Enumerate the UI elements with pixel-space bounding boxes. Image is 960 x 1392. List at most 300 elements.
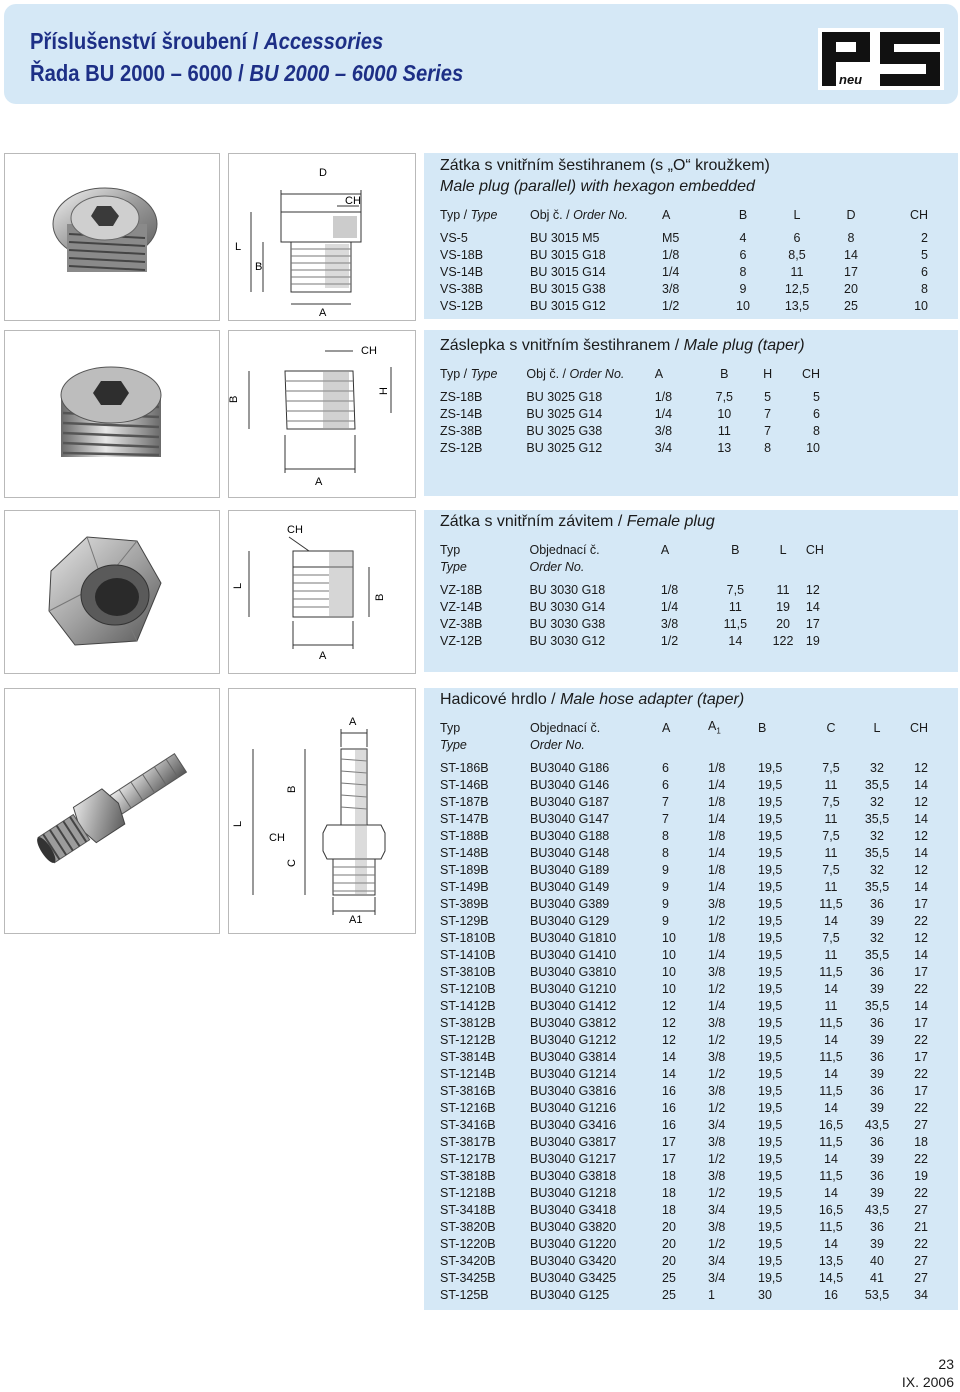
svg-text:B: B [229, 395, 240, 403]
cell-a1: 1/2 [708, 1032, 726, 1047]
cell-c: 11 [824, 947, 838, 962]
page-number: 23 [938, 1356, 954, 1372]
cell-a: 7 [662, 794, 669, 809]
col-type: Typ [440, 542, 461, 557]
cell-a: 6 [662, 777, 669, 792]
cell-type: ZS-14B [440, 406, 483, 421]
table-row [440, 1150, 928, 1167]
cell-a1: 3/8 [708, 896, 726, 911]
table-row [440, 912, 928, 929]
page-title-line1: Příslušenství šroubení / Accessories [30, 28, 384, 54]
cell-order: BU3040 G3810 [530, 964, 617, 979]
svg-text:L: L [232, 820, 244, 827]
col-order-en: Order No. [530, 737, 585, 752]
cell-l: 32 [870, 828, 884, 843]
cell-d: 20 [844, 281, 858, 296]
cell-ch: 8 [813, 423, 820, 438]
cell-l: 35,5 [864, 947, 890, 962]
vs-title-cz: Zátka s vnitřním šestihranem (s „O“ kroužkem) [440, 157, 770, 174]
cell-b: 19,5 [758, 1134, 783, 1149]
cell-ch: 12 [914, 760, 928, 775]
cell-a: 6 [662, 760, 669, 775]
table-header-row [440, 365, 820, 382]
cell-type: ST-188B [440, 828, 489, 843]
cell-order: BU 3015 G38 [530, 281, 606, 296]
cell-type: ST-1212B [440, 1032, 496, 1047]
cell-a1: 3/8 [708, 1219, 726, 1234]
cell-type: ST-1217B [440, 1151, 496, 1166]
cell-ch: 6 [921, 264, 928, 279]
cell-b: 14 [728, 633, 743, 648]
cell-a1: 1/4 [708, 777, 726, 792]
cell-ch: 22 [914, 1066, 928, 1081]
cell-b: 19,5 [758, 879, 783, 894]
cell-l: 20 [776, 616, 790, 631]
cell-h: 7 [764, 406, 772, 421]
vz-drawing [228, 510, 416, 674]
cell-order: BU3040 G3425 [530, 1270, 617, 1285]
cell-type: VS-12B [440, 298, 484, 313]
cell-c: 11 [824, 998, 838, 1013]
cell-ch: 19 [805, 633, 820, 648]
cell-c: 11,5 [819, 1134, 843, 1149]
cell-c: 14 [824, 1066, 838, 1081]
cell-ch: 27 [914, 1270, 928, 1285]
cell-c: 11 [824, 777, 838, 792]
cell-ch: 17 [914, 896, 928, 911]
svg-text:D: D [319, 167, 327, 179]
cell-a1: 3/4 [708, 1253, 726, 1268]
cell-order: BU3040 G3818 [530, 1168, 617, 1183]
cell-h: 5 [764, 389, 772, 404]
col-b: B [720, 366, 729, 381]
cell-a: 3/4 [654, 440, 673, 455]
st-table [440, 719, 928, 1303]
cell-c: 14 [824, 1032, 838, 1047]
table-row [440, 776, 928, 793]
cell-d: 17 [844, 264, 858, 279]
cell-l: 36 [870, 1083, 884, 1098]
cell-c: 7,5 [822, 862, 840, 877]
cell-b: 7,5 [726, 582, 745, 597]
cell-order: BU 3015 M5 [530, 230, 600, 245]
vs-section [424, 153, 958, 319]
cell-ch: 22 [914, 913, 928, 928]
cell-ch: 21 [914, 1219, 928, 1234]
table-row [440, 422, 820, 439]
cell-a1: 1/4 [708, 998, 726, 1013]
cell-c: 14 [824, 1236, 838, 1251]
cell-c: 14,5 [818, 1270, 844, 1285]
cell-b: 19,5 [758, 981, 783, 996]
table-row [440, 1048, 928, 1065]
cell-type: ST-1220B [440, 1236, 496, 1251]
cell-order: BU 3030 G38 [529, 616, 606, 631]
table-row [440, 1235, 928, 1252]
cell-a: 17 [662, 1151, 676, 1166]
cell-b: 19,5 [758, 845, 783, 860]
cell-a1: 3/8 [708, 1049, 726, 1064]
cell-c: 11,5 [819, 964, 843, 979]
cell-a: 18 [662, 1168, 676, 1183]
cell-c: 11,5 [819, 1049, 843, 1064]
cell-order: BU 3030 G12 [529, 633, 606, 648]
cell-a1: 1/2 [708, 1066, 726, 1081]
table-row [440, 1252, 928, 1269]
cell-b: 19,5 [758, 1117, 783, 1132]
cell-type: ST-1214B [440, 1066, 496, 1081]
svg-text:C: C [286, 859, 298, 867]
cell-type: ST-3816B [440, 1083, 496, 1098]
cell-l: 36 [870, 1049, 884, 1064]
cell-a1: 1/2 [708, 1185, 726, 1200]
table-row [440, 1099, 928, 1116]
cell-ch: 12 [914, 862, 928, 877]
cell-a: 12 [662, 1032, 676, 1047]
cell-l: 36 [870, 896, 884, 911]
table-row [440, 1286, 928, 1303]
vs-product-photo [4, 153, 220, 321]
cell-l: 35,5 [864, 879, 890, 894]
page-date: IX. 2006 [901, 1374, 954, 1390]
cell-a: 14 [662, 1049, 676, 1064]
cell-order: BU3040 G3418 [530, 1202, 617, 1217]
cell-a: 1/8 [654, 389, 673, 404]
table-row [440, 844, 928, 861]
vs-table [440, 206, 928, 314]
cell-type: ST-125B [440, 1287, 489, 1302]
cell-c: 14 [824, 981, 838, 996]
cell-type: ST-1210B [440, 981, 496, 996]
cell-order: BU3040 G1410 [530, 947, 617, 962]
st-product-photo [4, 688, 220, 934]
col-ch: CH [909, 207, 928, 222]
cell-l: 36 [870, 964, 884, 979]
cell-a: 12 [662, 1015, 676, 1030]
col-b: B [731, 542, 740, 557]
table-row [440, 1014, 928, 1031]
cell-b: 19,5 [758, 1185, 783, 1200]
vz-section [424, 510, 958, 672]
table-row [440, 1031, 928, 1048]
vz-table [440, 541, 824, 649]
cell-order: BU3040 G3820 [530, 1219, 617, 1234]
table-row [440, 388, 820, 405]
cell-l: 11 [776, 582, 790, 597]
table-row [440, 439, 820, 456]
table-row [440, 827, 928, 844]
table-row [440, 1065, 928, 1082]
cell-a: 16 [662, 1117, 676, 1132]
cell-a: 25 [662, 1287, 676, 1302]
cell-a1: 1/8 [708, 930, 726, 945]
cell-type: ST-3818B [440, 1168, 496, 1183]
cell-type: ST-1410B [440, 947, 496, 962]
cell-ch: 6 [813, 406, 820, 421]
cell-type: ZS-12B [440, 440, 483, 455]
cell-b: 10 [717, 406, 732, 421]
col-type: Typ / Type [440, 207, 498, 222]
cell-l: 13,5 [784, 298, 810, 313]
cell-c: 11 [824, 845, 838, 860]
cell-a: 9 [662, 879, 669, 894]
cell-type: VS-14B [440, 264, 484, 279]
vz-title: Zátka s vnitřním závitem / Female plug [440, 513, 715, 530]
svg-text:A: A [319, 650, 327, 662]
table-header-row-en [440, 558, 824, 575]
cell-b: 19,5 [758, 896, 783, 911]
cell-a: 1/8 [660, 582, 679, 597]
table-header-row [440, 206, 928, 223]
cell-b: 19,5 [758, 1253, 783, 1268]
cell-order: BU3040 G189 [530, 862, 610, 877]
cell-ch: 22 [914, 1236, 928, 1251]
table-row [440, 1218, 928, 1235]
cell-order: BU3040 G1218 [530, 1185, 617, 1200]
cell-a1: 1/2 [708, 981, 726, 996]
cell-type: VZ-38B [440, 616, 483, 631]
cell-type: ST-186B [440, 760, 489, 775]
cell-type: VS-5 [440, 230, 468, 245]
cell-order: BU3040 G129 [530, 913, 610, 928]
cell-type: VZ-12B [440, 633, 483, 648]
cell-l: 32 [870, 794, 884, 809]
cell-c: 11,5 [819, 1015, 843, 1030]
cell-a1: 3/8 [708, 1015, 726, 1030]
cell-ch: 14 [914, 845, 928, 860]
cell-c: 16 [824, 1287, 838, 1302]
cell-type: ST-1218B [440, 1185, 496, 1200]
col-ch: CH [909, 720, 928, 735]
col-a: A [660, 542, 670, 557]
cell-order: BU3040 G125 [530, 1287, 610, 1302]
svg-text:CH: CH [361, 345, 377, 357]
cell-order: BU3040 G1214 [530, 1066, 617, 1081]
svg-text:neu: neu [839, 72, 863, 87]
cell-l: 35,5 [864, 998, 890, 1013]
svg-text:A: A [319, 307, 327, 319]
col-type-en: Type [440, 737, 467, 752]
cell-c: 14 [824, 1100, 838, 1115]
cell-a1: 1/4 [708, 811, 726, 826]
cell-c: 14 [824, 1185, 838, 1200]
cell-ch: 14 [914, 811, 928, 826]
cell-order: BU3040 G1220 [530, 1236, 617, 1251]
cell-ch: 22 [914, 981, 928, 996]
col-type: Typ [440, 720, 461, 735]
st-section [424, 688, 958, 1310]
cell-order: BU 3015 G12 [530, 298, 606, 313]
table-row [440, 405, 820, 422]
cell-b: 11 [728, 599, 742, 614]
cell-a1: 1/2 [708, 1151, 726, 1166]
cell-a: 20 [662, 1219, 676, 1234]
cell-order: BU3040 G188 [530, 828, 610, 843]
cell-order: BU3040 G3817 [530, 1134, 617, 1149]
cell-l: 36 [870, 1219, 884, 1234]
table-header-row-en [440, 736, 928, 753]
cell-a: 1/2 [660, 633, 679, 648]
cell-b: 19,5 [758, 760, 783, 775]
cell-a: 9 [662, 913, 669, 928]
cell-ch: 5 [813, 389, 820, 404]
cell-b: 19,5 [758, 777, 783, 792]
cell-type: VZ-18B [440, 582, 483, 597]
cell-a: M5 [662, 230, 680, 245]
cell-type: ST-3817B [440, 1134, 496, 1149]
cell-a1: 3/4 [708, 1202, 726, 1217]
cell-type: ZS-38B [440, 423, 483, 438]
st-drawing [228, 688, 416, 934]
zs-section [424, 330, 958, 496]
zs-title: Záslepka s vnitřním šestihranem / Male plug (taper) [440, 337, 805, 354]
cell-a: 7 [662, 811, 669, 826]
cell-l: 32 [870, 760, 884, 775]
svg-text:A: A [315, 476, 323, 488]
cell-a: 10 [662, 981, 676, 996]
col-a: A [654, 366, 664, 381]
cell-order: BU3040 G1217 [530, 1151, 617, 1166]
col-a: A [662, 207, 671, 222]
cell-ch: 27 [914, 1202, 928, 1217]
cell-c: 7,5 [822, 930, 840, 945]
cell-type: ST-3416B [440, 1117, 496, 1132]
cell-ch: 10 [914, 298, 928, 313]
cell-a1: 1/8 [708, 862, 726, 877]
cell-ch: 12 [914, 930, 928, 945]
cell-c: 7,5 [822, 794, 840, 809]
cell-type: ST-129B [440, 913, 489, 928]
zs-drawing [228, 330, 416, 498]
cell-b: 19,5 [758, 947, 783, 962]
cell-a: 10 [662, 947, 676, 962]
cell-a1: 3/8 [708, 1168, 726, 1183]
cell-a: 8 [662, 845, 669, 860]
cell-type: ST-189B [440, 862, 489, 877]
table-row [440, 929, 928, 946]
cell-b: 11,5 [723, 616, 748, 631]
cell-a: 10 [662, 930, 676, 945]
cell-l: 35,5 [864, 811, 890, 826]
table-row [440, 229, 928, 246]
cell-a1: 1/4 [708, 845, 726, 860]
cell-order: BU 3025 G38 [526, 423, 603, 438]
cell-order: BU 3025 G14 [526, 406, 603, 421]
svg-text:CH: CH [287, 524, 303, 536]
col-order: Objednací č. [529, 542, 600, 557]
svg-text:B: B [374, 593, 386, 601]
cell-type: ST-389B [440, 896, 489, 911]
col-h: H [763, 366, 773, 381]
cell-l: 36 [870, 1134, 884, 1149]
cell-ch: 17 [805, 616, 820, 631]
cell-b: 19,5 [758, 1049, 783, 1064]
cell-l: 53,5 [864, 1287, 890, 1302]
cell-b: 7,5 [715, 389, 734, 404]
cell-c: 11,5 [819, 1083, 843, 1098]
cell-order: BU3040 G186 [530, 760, 610, 775]
cell-type: ST-187B [440, 794, 489, 809]
cell-b: 10 [736, 298, 750, 313]
cell-type: ST-3820B [440, 1219, 496, 1234]
cell-a1: 3/4 [708, 1117, 726, 1132]
cell-a: 18 [662, 1185, 676, 1200]
cell-b: 19,5 [758, 1032, 783, 1047]
cell-ch: 5 [921, 247, 928, 262]
cell-ch: 17 [914, 964, 928, 979]
cell-a: 8 [662, 828, 669, 843]
cell-a: 16 [662, 1100, 676, 1115]
cell-b: 19,5 [758, 1202, 783, 1217]
cell-a: 9 [662, 862, 669, 877]
cell-b: 19,5 [758, 913, 783, 928]
cell-type: ST-146B [440, 777, 489, 792]
ps-neu-logo [818, 28, 944, 90]
cell-order: BU3040 G1216 [530, 1100, 617, 1115]
cell-a: 1/4 [660, 599, 679, 614]
cell-ch: 22 [914, 1032, 928, 1047]
cell-order: BU3040 G389 [530, 896, 610, 911]
cell-a: 3/8 [654, 423, 673, 438]
cell-a1: 1/8 [708, 794, 726, 809]
cell-b: 19,5 [758, 1015, 783, 1030]
cell-b: 9 [739, 281, 747, 296]
cell-l: 12,5 [784, 281, 810, 296]
cell-type: ST-3420B [440, 1253, 496, 1268]
cell-a1: 1/8 [708, 760, 726, 775]
table-row [440, 810, 928, 827]
cell-l: 32 [870, 930, 884, 945]
page-title-line2: Řada BU 2000 – 6000 / BU 2000 – 6000 Series [30, 60, 464, 86]
cell-ch: 14 [914, 947, 928, 962]
col-l: L [873, 720, 881, 735]
cell-h: 7 [764, 423, 772, 438]
cell-order: BU3040 G3812 [530, 1015, 617, 1030]
cell-l: 39 [870, 913, 884, 928]
cell-order: BU3040 G1412 [530, 998, 617, 1013]
svg-text:H: H [378, 387, 390, 395]
zs-table [440, 365, 820, 456]
cell-a1: 3/8 [708, 964, 726, 979]
svg-text:B: B [286, 785, 298, 793]
cell-a: 1/8 [662, 247, 680, 262]
cell-l: 43,5 [864, 1117, 890, 1132]
table-row [440, 963, 928, 980]
cell-a: 17 [662, 1134, 676, 1149]
cell-b: 19,5 [758, 1066, 783, 1081]
cell-ch: 14 [914, 998, 928, 1013]
cell-order: BU3040 G3816 [530, 1083, 617, 1098]
cell-c: 11,5 [819, 1168, 843, 1183]
svg-text:CH: CH [269, 832, 285, 844]
table-row [440, 895, 928, 912]
cell-a1: 1/8 [708, 828, 726, 843]
cell-order: BU3040 G1810 [530, 930, 617, 945]
cell-order: BU3040 G187 [530, 794, 610, 809]
vs-title-en: Male plug (parallel) with hexagon embedded [440, 178, 755, 195]
cell-order: BU 3030 G18 [529, 582, 606, 597]
cell-b: 19,5 [758, 1236, 783, 1251]
cell-c: 11 [824, 879, 838, 894]
cell-c: 16,5 [818, 1202, 844, 1217]
svg-text:L: L [235, 241, 242, 253]
cell-a: 3/8 [662, 281, 680, 296]
table-row [440, 793, 928, 810]
cell-order: BU3040 G3420 [530, 1253, 617, 1268]
col-order-en: Order No. [529, 559, 585, 574]
col-b: B [738, 207, 748, 222]
cell-l: 39 [870, 1032, 884, 1047]
